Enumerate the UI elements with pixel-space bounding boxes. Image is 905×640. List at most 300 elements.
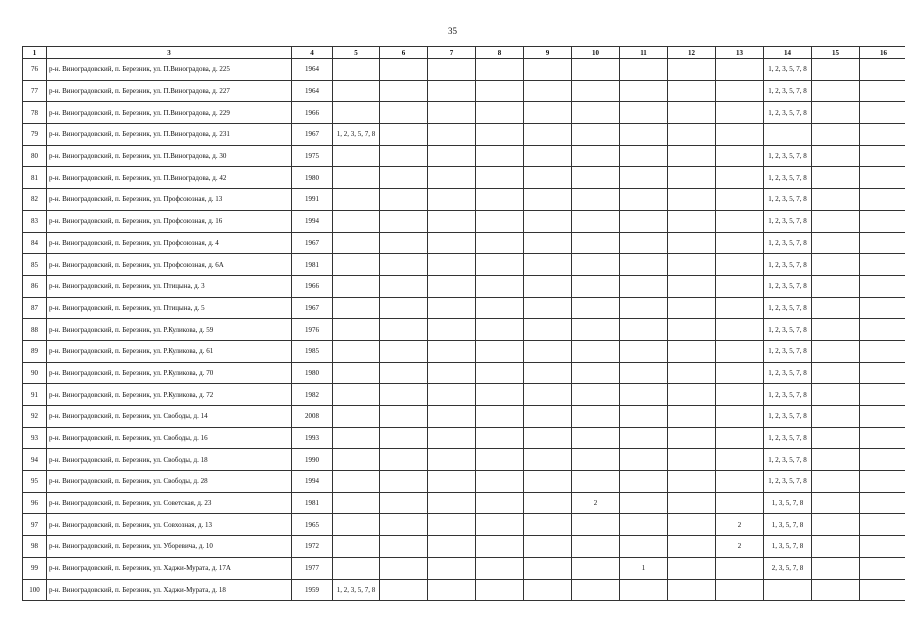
col15-cell [812, 189, 860, 211]
year-cell: 1994 [292, 471, 333, 493]
col14-cell: 1, 2, 3, 5, 7, 8 [764, 384, 812, 406]
col9-cell [524, 189, 572, 211]
address-cell: р-н. Виноградовский, п. Березник, ул. Профсоюзная, д. 16 [47, 210, 292, 232]
table-row [23, 579, 905, 601]
col10-cell [572, 362, 620, 384]
col16-cell [860, 471, 905, 493]
col14-cell [764, 124, 812, 146]
row-number: 78 [23, 102, 47, 124]
year-cell: 1964 [292, 59, 333, 81]
col7-cell [428, 80, 476, 102]
row-number: 89 [23, 340, 47, 362]
col15-cell [812, 557, 860, 579]
col15-cell [812, 492, 860, 514]
col12-cell [668, 384, 716, 406]
col10-cell [572, 145, 620, 167]
address-cell: р-н. Виноградовский, п. Березник, ул. Профсоюзная, д. 13 [47, 189, 292, 211]
col15-cell [812, 406, 860, 428]
col5-cell [333, 384, 380, 406]
address-cell: р-н. Виноградовский, п. Березник, ул. Р.Куликова, д. 61 [47, 340, 292, 362]
year-cell: 1972 [292, 536, 333, 558]
col5-cell [333, 362, 380, 384]
col10-cell [572, 579, 620, 601]
col6-cell [380, 557, 428, 579]
row-number: 90 [23, 362, 47, 384]
col12-cell [668, 232, 716, 254]
col9-cell [524, 514, 572, 536]
col6-cell [380, 514, 428, 536]
col7-cell [428, 384, 476, 406]
col13-cell [716, 167, 764, 189]
col10-cell [572, 254, 620, 276]
col14-cell: 1, 2, 3, 5, 7, 8 [764, 406, 812, 428]
year-cell: 1994 [292, 210, 333, 232]
header-row [23, 47, 905, 59]
row-number: 88 [23, 319, 47, 341]
col10-cell [572, 340, 620, 362]
col15-cell [812, 232, 860, 254]
col16-cell [860, 254, 905, 276]
col6-cell [380, 536, 428, 558]
col14-cell: 1, 2, 3, 5, 7, 8 [764, 297, 812, 319]
col9-cell [524, 319, 572, 341]
year-cell: 2008 [292, 406, 333, 428]
col5-cell [333, 340, 380, 362]
col12-cell [668, 297, 716, 319]
address-cell: р-н. Виноградовский, п. Березник, ул. П.Виноградова, д. 227 [47, 80, 292, 102]
row-number: 92 [23, 406, 47, 428]
col9-cell [524, 59, 572, 81]
address-cell: р-н. Виноградовский, п. Березник, ул. П.Виноградова, д. 42 [47, 167, 292, 189]
col9-cell [524, 167, 572, 189]
col5-cell [333, 80, 380, 102]
col11-cell [620, 297, 668, 319]
col7-cell [428, 254, 476, 276]
col16-cell [860, 145, 905, 167]
year-cell: 1966 [292, 102, 333, 124]
address-cell: р-н. Виноградовский, п. Березник, ул. Свободы, д. 28 [47, 471, 292, 493]
col8-cell [476, 319, 524, 341]
col8-cell [476, 232, 524, 254]
col5-cell [333, 232, 380, 254]
col8-cell [476, 471, 524, 493]
col14-cell: 1, 2, 3, 5, 7, 8 [764, 167, 812, 189]
col13-cell: 2 [716, 514, 764, 536]
col16-cell [860, 536, 905, 558]
table-row [23, 514, 905, 536]
col8-cell [476, 297, 524, 319]
col16-cell [860, 297, 905, 319]
col14-cell: 1, 3, 5, 7, 8 [764, 492, 812, 514]
year-cell: 1966 [292, 275, 333, 297]
col10-cell [572, 232, 620, 254]
year-cell: 1967 [292, 124, 333, 146]
col14-cell: 1, 2, 3, 5, 7, 8 [764, 340, 812, 362]
col12-cell [668, 557, 716, 579]
col6-cell [380, 471, 428, 493]
col11-cell [620, 102, 668, 124]
col10-cell [572, 557, 620, 579]
col15-cell [812, 59, 860, 81]
address-cell: р-н. Виноградовский, п. Березник, ул. Профсоюзная, д. 6А [47, 254, 292, 276]
col13-cell [716, 189, 764, 211]
col13-cell [716, 297, 764, 319]
address-cell: р-н. Виноградовский, п. Березник, ул. Совхозная, д. 13 [47, 514, 292, 536]
col8-cell [476, 536, 524, 558]
address-cell: р-н. Виноградовский, п. Березник, ул. Хаджи-Мурата, д. 17А [47, 557, 292, 579]
row-number: 93 [23, 427, 47, 449]
col11-cell [620, 427, 668, 449]
col7-cell [428, 319, 476, 341]
column-header: 11 [620, 47, 668, 59]
col9-cell [524, 449, 572, 471]
col6-cell [380, 189, 428, 211]
col9-cell [524, 102, 572, 124]
col11-cell [620, 449, 668, 471]
col13-cell [716, 427, 764, 449]
col9-cell [524, 275, 572, 297]
col7-cell [428, 406, 476, 428]
col15-cell [812, 427, 860, 449]
col16-cell [860, 557, 905, 579]
col15-cell [812, 362, 860, 384]
col16-cell [860, 80, 905, 102]
col9-cell [524, 297, 572, 319]
col12-cell [668, 406, 716, 428]
col10-cell [572, 406, 620, 428]
col8-cell [476, 362, 524, 384]
col16-cell [860, 232, 905, 254]
col13-cell [716, 145, 764, 167]
col11-cell [620, 471, 668, 493]
col10-cell [572, 514, 620, 536]
col14-cell: 1, 2, 3, 5, 7, 8 [764, 210, 812, 232]
col7-cell [428, 427, 476, 449]
year-cell: 1982 [292, 384, 333, 406]
col6-cell [380, 362, 428, 384]
year-cell: 1975 [292, 145, 333, 167]
table-row [23, 145, 905, 167]
col13-cell [716, 254, 764, 276]
row-number: 77 [23, 80, 47, 102]
col9-cell [524, 232, 572, 254]
col9-cell [524, 384, 572, 406]
column-header: 13 [716, 47, 764, 59]
col5-cell [333, 557, 380, 579]
col11-cell [620, 124, 668, 146]
col11-cell [620, 492, 668, 514]
col7-cell [428, 449, 476, 471]
col6-cell [380, 297, 428, 319]
col14-cell: 1, 2, 3, 5, 7, 8 [764, 189, 812, 211]
col8-cell [476, 167, 524, 189]
column-header: 5 [333, 47, 380, 59]
table-row [23, 536, 905, 558]
col10-cell [572, 189, 620, 211]
row-number: 82 [23, 189, 47, 211]
col15-cell [812, 124, 860, 146]
col8-cell [476, 579, 524, 601]
col7-cell [428, 362, 476, 384]
col16-cell [860, 59, 905, 81]
col7-cell [428, 557, 476, 579]
col11-cell [620, 362, 668, 384]
table-row [23, 59, 905, 81]
col15-cell [812, 536, 860, 558]
year-cell: 1993 [292, 427, 333, 449]
col12-cell [668, 514, 716, 536]
col5-cell [333, 189, 380, 211]
col11-cell [620, 167, 668, 189]
col5-cell [333, 319, 380, 341]
col5-cell [333, 145, 380, 167]
address-cell: р-н. Виноградовский, п. Березник, ул. Птицына, д. 5 [47, 297, 292, 319]
col5-cell [333, 275, 380, 297]
column-header: 14 [764, 47, 812, 59]
col6-cell [380, 449, 428, 471]
address-cell: р-н. Виноградовский, п. Березник, ул. П.Виноградова, д. 231 [47, 124, 292, 146]
col15-cell [812, 102, 860, 124]
col12-cell [668, 145, 716, 167]
col14-cell: 1, 2, 3, 5, 7, 8 [764, 471, 812, 493]
col7-cell [428, 167, 476, 189]
col8-cell [476, 427, 524, 449]
address-cell: р-н. Виноградовский, п. Березник, ул. Свободы, д. 16 [47, 427, 292, 449]
row-number: 100 [23, 579, 47, 601]
row-number: 80 [23, 145, 47, 167]
col9-cell [524, 362, 572, 384]
address-cell: р-н. Виноградовский, п. Березник, ул. Р.Куликова, д. 70 [47, 362, 292, 384]
row-number: 79 [23, 124, 47, 146]
col8-cell [476, 340, 524, 362]
col14-cell: 1, 2, 3, 5, 7, 8 [764, 275, 812, 297]
table-row [23, 297, 905, 319]
col16-cell [860, 514, 905, 536]
col6-cell [380, 210, 428, 232]
col15-cell [812, 471, 860, 493]
table-row [23, 124, 905, 146]
col16-cell [860, 189, 905, 211]
year-cell: 1967 [292, 232, 333, 254]
col14-cell: 1, 2, 3, 5, 7, 8 [764, 232, 812, 254]
col9-cell [524, 210, 572, 232]
address-cell: р-н. Виноградовский, п. Березник, ул. Свободы, д. 14 [47, 406, 292, 428]
col9-cell [524, 340, 572, 362]
column-header: 9 [524, 47, 572, 59]
col7-cell [428, 189, 476, 211]
col11-cell [620, 145, 668, 167]
col9-cell [524, 254, 572, 276]
col13-cell [716, 275, 764, 297]
row-number: 84 [23, 232, 47, 254]
col16-cell [860, 275, 905, 297]
address-cell: р-н. Виноградовский, п. Березник, ул. П.Виноградова, д. 225 [47, 59, 292, 81]
table-row [23, 384, 905, 406]
address-cell: р-н. Виноградовский, п. Березник, ул. П.Виноградова, д. 229 [47, 102, 292, 124]
table-row [23, 80, 905, 102]
col14-cell: 1, 2, 3, 5, 7, 8 [764, 449, 812, 471]
col12-cell [668, 167, 716, 189]
address-cell: р-н. Виноградовский, п. Березник, ул. Птицына, д. 3 [47, 275, 292, 297]
col12-cell [668, 124, 716, 146]
col10-cell [572, 80, 620, 102]
col14-cell: 1, 2, 3, 5, 7, 8 [764, 427, 812, 449]
col5-cell [333, 102, 380, 124]
col6-cell [380, 427, 428, 449]
col11-cell [620, 210, 668, 232]
col13-cell [716, 80, 764, 102]
col13-cell [716, 492, 764, 514]
col7-cell [428, 471, 476, 493]
col11-cell [620, 384, 668, 406]
table-row [23, 319, 905, 341]
column-header: 1 [23, 47, 47, 59]
col15-cell [812, 514, 860, 536]
col10-cell [572, 210, 620, 232]
col7-cell [428, 514, 476, 536]
col15-cell [812, 340, 860, 362]
col14-cell: 1, 2, 3, 5, 7, 8 [764, 145, 812, 167]
col5-cell [333, 449, 380, 471]
col10-cell [572, 59, 620, 81]
table-row [23, 362, 905, 384]
col6-cell [380, 579, 428, 601]
year-cell: 1985 [292, 340, 333, 362]
col7-cell [428, 275, 476, 297]
col8-cell [476, 492, 524, 514]
col6-cell [380, 340, 428, 362]
col7-cell [428, 536, 476, 558]
table-row [23, 210, 905, 232]
col10-cell [572, 471, 620, 493]
address-cell: р-н. Виноградовский, п. Березник, ул. Уборевича, д. 10 [47, 536, 292, 558]
address-cell: р-н. Виноградовский, п. Березник, ул. Профсоюзная, д. 4 [47, 232, 292, 254]
col6-cell [380, 59, 428, 81]
col8-cell [476, 254, 524, 276]
col12-cell [668, 189, 716, 211]
row-number: 95 [23, 471, 47, 493]
col5-cell: 1, 2, 3, 5, 7, 8 [333, 579, 380, 601]
col8-cell [476, 124, 524, 146]
address-cell: р-н. Виноградовский, п. Березник, ул. Р.Куликова, д. 59 [47, 319, 292, 341]
column-header: 6 [380, 47, 428, 59]
col9-cell [524, 471, 572, 493]
col9-cell [524, 145, 572, 167]
col9-cell [524, 80, 572, 102]
col11-cell [620, 80, 668, 102]
col8-cell [476, 210, 524, 232]
col8-cell [476, 102, 524, 124]
col14-cell: 1, 2, 3, 5, 7, 8 [764, 254, 812, 276]
col13-cell [716, 210, 764, 232]
col12-cell [668, 275, 716, 297]
col11-cell [620, 189, 668, 211]
col5-cell [333, 254, 380, 276]
col16-cell [860, 102, 905, 124]
col10-cell [572, 449, 620, 471]
col16-cell [860, 406, 905, 428]
column-header: 12 [668, 47, 716, 59]
col15-cell [812, 275, 860, 297]
table-row [23, 471, 905, 493]
col12-cell [668, 59, 716, 81]
col16-cell [860, 319, 905, 341]
col8-cell [476, 145, 524, 167]
col10-cell [572, 384, 620, 406]
col15-cell [812, 384, 860, 406]
col14-cell: 2, 3, 5, 7, 8 [764, 557, 812, 579]
col16-cell [860, 167, 905, 189]
year-cell: 1991 [292, 189, 333, 211]
year-cell: 1965 [292, 514, 333, 536]
col11-cell [620, 232, 668, 254]
col12-cell [668, 254, 716, 276]
col15-cell [812, 210, 860, 232]
col7-cell [428, 232, 476, 254]
col11-cell [620, 406, 668, 428]
col14-cell: 1, 2, 3, 5, 7, 8 [764, 319, 812, 341]
col11-cell [620, 340, 668, 362]
col6-cell [380, 319, 428, 341]
col6-cell [380, 492, 428, 514]
col15-cell [812, 579, 860, 601]
col13-cell: 2 [716, 536, 764, 558]
col9-cell [524, 536, 572, 558]
col5-cell [333, 471, 380, 493]
col6-cell [380, 275, 428, 297]
col12-cell [668, 579, 716, 601]
row-number: 91 [23, 384, 47, 406]
col13-cell [716, 557, 764, 579]
col14-cell: 1, 3, 5, 7, 8 [764, 536, 812, 558]
col11-cell [620, 536, 668, 558]
col13-cell [716, 579, 764, 601]
col7-cell [428, 145, 476, 167]
col10-cell [572, 275, 620, 297]
year-cell: 1977 [292, 557, 333, 579]
table-row [23, 340, 905, 362]
col7-cell [428, 340, 476, 362]
col12-cell [668, 449, 716, 471]
col9-cell [524, 124, 572, 146]
col12-cell [668, 536, 716, 558]
col12-cell [668, 362, 716, 384]
col9-cell [524, 557, 572, 579]
col6-cell [380, 80, 428, 102]
col13-cell [716, 232, 764, 254]
col12-cell [668, 102, 716, 124]
col5-cell: 1, 2, 3, 5, 7, 8 [333, 124, 380, 146]
address-cell: р-н. Виноградовский, п. Березник, ул. Хаджи-Мурата, д. 18 [47, 579, 292, 601]
col12-cell [668, 210, 716, 232]
col7-cell [428, 492, 476, 514]
row-number: 94 [23, 449, 47, 471]
col16-cell [860, 384, 905, 406]
col7-cell [428, 102, 476, 124]
col5-cell [333, 492, 380, 514]
col15-cell [812, 167, 860, 189]
col11-cell [620, 275, 668, 297]
col14-cell [764, 579, 812, 601]
column-header: 7 [428, 47, 476, 59]
col10-cell: 2 [572, 492, 620, 514]
year-cell: 1981 [292, 254, 333, 276]
col6-cell [380, 384, 428, 406]
col6-cell [380, 254, 428, 276]
row-number: 98 [23, 536, 47, 558]
col13-cell [716, 319, 764, 341]
column-header: 4 [292, 47, 333, 59]
